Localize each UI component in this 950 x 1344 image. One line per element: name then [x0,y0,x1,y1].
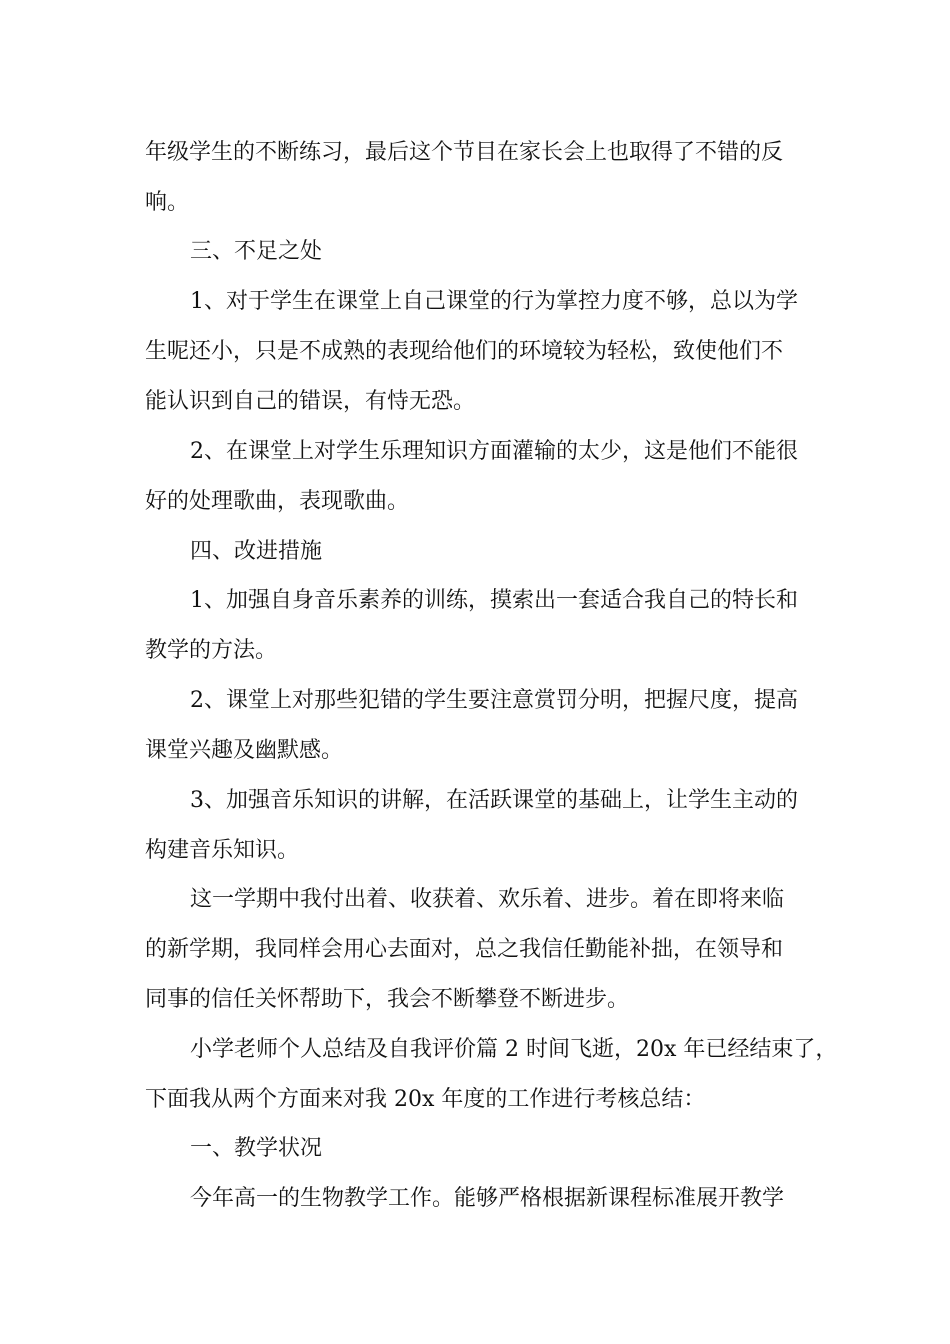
text-line: 2、在课堂上对学生乐理知识方面灌输的太少，这是他们不能很 [190,439,798,464]
text-line: 1、对于学生在课堂上自己课堂的行为掌控力度不够，总以为学 [190,289,798,314]
text-line: 同事的信任关怀帮助下，我会不断攀登不断进步。 [145,987,630,1012]
text-line: 1、加强自身音乐素养的训练，摸索出一套适合我自己的特长和 [190,588,798,613]
text-line: 能认识到自己的错误，有恃无恐。 [145,389,476,414]
text-line: 年级学生的不断练习，最后这个节目在家长会上也取得了不错的反 [145,140,784,165]
text-line: 好的处理歌曲，表现歌曲。 [145,489,410,514]
text-line: 今年高一的生物教学工作。能够严格根据新课程标准展开教学 [190,1186,785,1211]
text-line: 响。 [145,190,190,215]
text-line: 的新学期，我同样会用心去面对，总之我信任勤能补拙，在领导和 [145,937,784,962]
text-line: 教学的方法。 [145,638,278,663]
section-heading: 一、教学状况 [190,1136,323,1161]
text-line: 这一学期中我付出着、收获着、欢乐着、进步。着在即将来临 [190,887,785,912]
text-line: 下面我从两个方面来对我 20x 年度的工作进行考核总结： [145,1087,706,1112]
section-heading: 三、不足之处 [190,239,323,264]
text-line: 生呢还小，只是不成熟的表现给他们的环境较为轻松，致使他们不 [145,339,784,364]
text-line: 3、加强音乐知识的讲解，在活跃课堂的基础上，让学生主动的 [190,788,798,813]
text-line: 小学老师个人总结及自我评价篇 2 时间飞逝，20x 年已经结束了， [190,1037,838,1062]
section-heading: 四、改进措施 [190,539,323,564]
text-line: 课堂兴趣及幽默感。 [145,738,344,763]
text-line: 构建音乐知识。 [145,838,300,863]
text-line: 2、课堂上对那些犯错的学生要注意赏罚分明，把握尺度，提高 [190,688,798,713]
